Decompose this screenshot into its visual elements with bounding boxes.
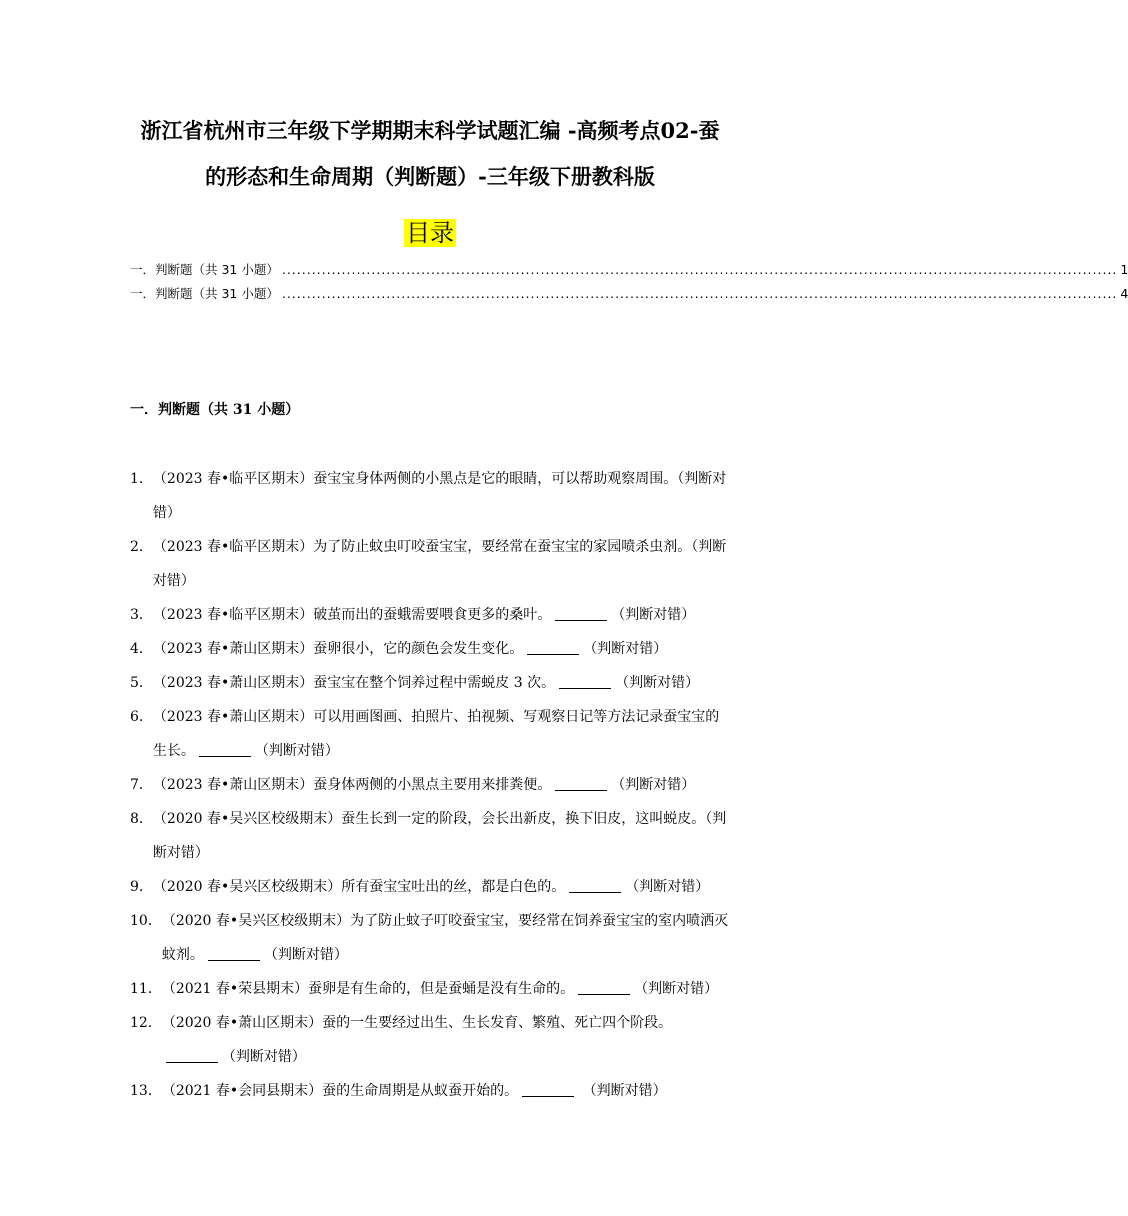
answer-blank[interactable] — [555, 604, 607, 621]
question-body: （2023 春•临平区期末）破茧而出的蚕蛾需要喂食更多的桑叶。 — [152, 607, 552, 623]
question-number: 13． — [130, 1083, 162, 1099]
question-item — [130, 666, 730, 700]
toc-dot-leader: ........................................................................................................................................................................ — [281, 286, 1118, 301]
title-line-2: 的形态和生命周期（判断题）-三年级下册教科版 — [205, 164, 655, 189]
question-item — [130, 632, 730, 666]
question-body: （2020 春•吴兴区校级期末）为了防止蚊子叮咬蚕宝宝，要经常在饲养蚕宝宝的室内喷洒灭蚊剂。 — [161, 913, 729, 963]
answer-blank[interactable] — [199, 740, 251, 757]
question-item — [130, 530, 730, 598]
question-number: 6． — [130, 709, 153, 725]
question-number: 4． — [130, 641, 153, 657]
question-number: 9． — [130, 879, 153, 895]
question-body: （2023 春•临平区期末）为了防止蚊虫叮咬蚕宝宝，要经常在蚕宝宝的家园喷杀虫剂。（判断对错） — [152, 539, 727, 589]
question-body: （2020 春•萧山区期末）蚕的一生要经过出生、生长发育、繁殖、死亡四个阶段。 — [161, 1015, 673, 1031]
question-suffix: （判断对错） — [611, 607, 696, 623]
toc-entry-page: 1 — [1120, 262, 1128, 277]
section-heading: 一．判断题（共 31 小题） — [130, 402, 300, 418]
question-number: 3． — [130, 607, 153, 623]
question-body: （2023 春•临平区期末）蚕宝宝身体两侧的小黑点是它的眼睛，可以帮助观察周围。（判断对错） — [152, 471, 727, 521]
question-body: （2020 春•吴兴区校级期末）所有蚕宝宝吐出的丝，都是白色的。 — [152, 879, 566, 895]
question-text — [162, 972, 730, 1006]
question-item — [130, 802, 730, 870]
table-of-contents — [130, 258, 1128, 306]
question-number: 7． — [130, 777, 153, 793]
answer-blank[interactable] — [559, 672, 611, 689]
question-body: （2023 春•萧山区期末）可以用画图画、拍照片、拍视频、写观察日记等方法记录蚕宝宝的生长。 — [152, 709, 720, 759]
document-title — [120, 108, 740, 200]
question-text — [162, 1074, 730, 1108]
question-text — [153, 802, 730, 870]
question-number: 2． — [130, 539, 153, 555]
question-body: （2023 春•萧山区期末）蚕身体两侧的小黑点主要用来排粪便。 — [152, 777, 552, 793]
question-suffix: （判断对错） — [583, 641, 668, 657]
question-item — [130, 1074, 730, 1108]
answer-blank[interactable] — [208, 944, 260, 961]
question-suffix: （判断对错） — [625, 879, 710, 895]
question-body: （2021 春•会同县期末）蚕的生命周期是从蚁蚕开始的。 — [161, 1083, 519, 1099]
question-text — [153, 598, 730, 632]
toc-entry-page: 4 — [1120, 286, 1128, 301]
question-suffix: （判断对错） — [254, 743, 339, 759]
toc-heading-wrap — [0, 216, 860, 250]
question-suffix: （判断对错） — [634, 981, 719, 997]
question-item — [130, 700, 730, 768]
question-list — [130, 462, 730, 1108]
question-item — [130, 904, 730, 972]
question-text — [153, 666, 730, 700]
toc-entry[interactable] — [130, 258, 1128, 282]
toc-heading: 目录 — [406, 219, 454, 247]
toc-entry-label: 一．判断题（共 31 小题） — [130, 286, 279, 301]
answer-blank[interactable] — [527, 638, 579, 655]
question-text — [153, 870, 730, 904]
toc-entry[interactable] — [130, 282, 1128, 306]
question-body: （2023 春•萧山区期末）蚕宝宝在整个饲养过程中需蜕皮 3 次。 — [152, 675, 556, 691]
question-suffix: （判断对错） — [263, 947, 348, 963]
question-body: （2020 春•吴兴区校级期末）蚕生长到一定的阶段，会长出新皮，换下旧皮，这叫蜕皮。（判断对错） — [152, 811, 727, 861]
question-item — [130, 870, 730, 904]
question-body: （2023 春•萧山区期末）蚕卵很小，它的颜色会发生变化。 — [152, 641, 524, 657]
question-number: 8． — [130, 811, 153, 827]
question-item — [130, 972, 730, 1006]
title-line-1: 浙江省杭州市三年级下学期期末科学试题汇编 -高频考点02-蚕 — [140, 118, 720, 143]
question-text — [153, 632, 730, 666]
answer-blank[interactable] — [555, 774, 607, 791]
answer-blank[interactable] — [569, 876, 621, 893]
question-item — [130, 1006, 730, 1074]
question-text — [153, 768, 730, 802]
question-item — [130, 598, 730, 632]
question-text — [162, 904, 730, 972]
answer-blank[interactable] — [578, 978, 630, 995]
question-number: 1． — [130, 471, 153, 487]
answer-blank[interactable] — [166, 1046, 218, 1063]
question-suffix: （判断对错） — [578, 1083, 667, 1099]
question-number: 12． — [130, 1015, 162, 1031]
question-text — [153, 530, 730, 598]
toc-entry-label: 一．判断题（共 31 小题） — [130, 262, 279, 277]
question-text — [153, 462, 730, 530]
question-body: （2021 春•荣县期末）蚕卵是有生命的，但是蚕蛹是没有生命的。 — [161, 981, 575, 997]
question-suffix: （判断对错） — [221, 1049, 306, 1065]
question-suffix: （判断对错） — [611, 777, 696, 793]
question-number: 11． — [130, 981, 162, 997]
answer-blank[interactable] — [522, 1080, 574, 1097]
question-item — [130, 768, 730, 802]
question-text — [153, 700, 730, 768]
question-number: 10． — [130, 913, 162, 929]
question-number: 5． — [130, 675, 153, 691]
question-item — [130, 462, 730, 530]
toc-dot-leader: ........................................................................................................................................................................ — [281, 262, 1118, 277]
question-suffix: （判断对错） — [615, 675, 700, 691]
question-text — [162, 1006, 730, 1074]
